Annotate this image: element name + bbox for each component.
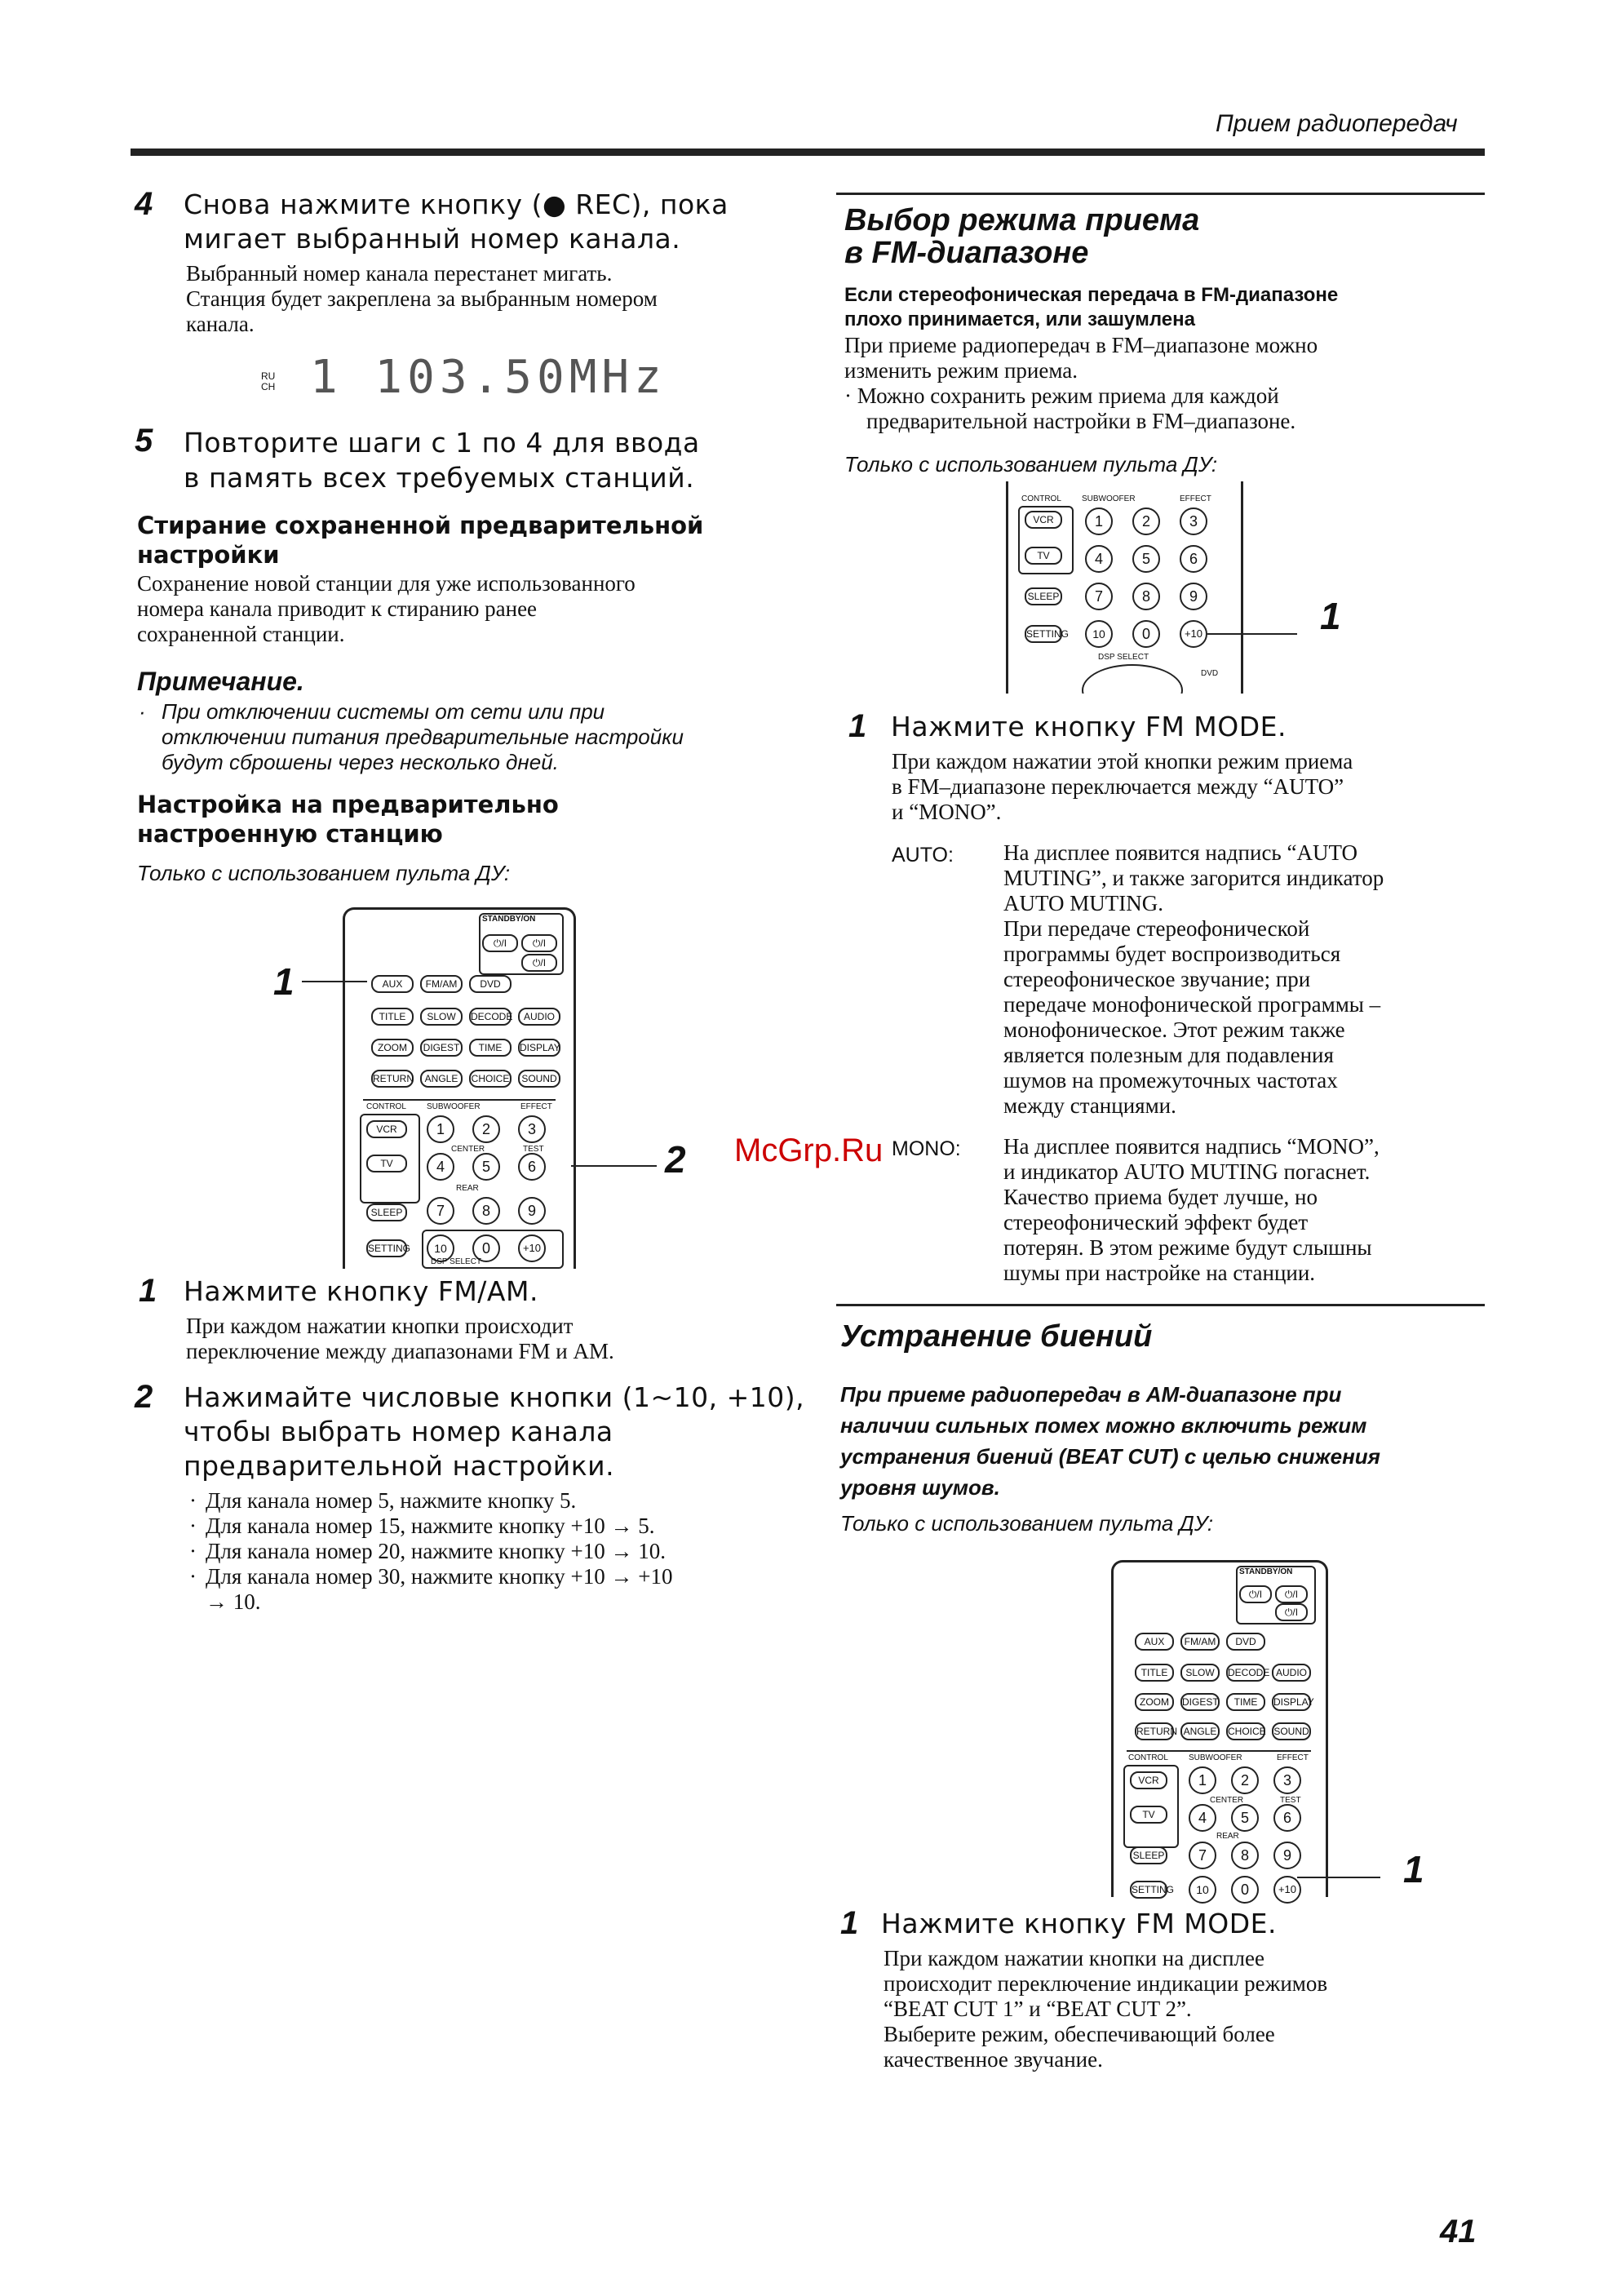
beat-callout-line xyxy=(1297,1877,1380,1878)
fm-remote-effect-label: EFFECT xyxy=(1180,494,1211,503)
fm-remote-dial[interactable] xyxy=(1082,664,1183,694)
step-1-number: 1 xyxy=(139,1273,157,1309)
remote-angle-button[interactable]: ANGLE xyxy=(420,1070,463,1088)
remote-num-2-button[interactable]: 2 xyxy=(472,1115,500,1143)
beat-step-1-body-4: Выберите режим, обеспечивающий более xyxy=(884,2022,1275,2046)
fm-remote-callout-1: 1 xyxy=(1320,595,1341,637)
remote-num-1-button[interactable]: 1 xyxy=(427,1115,454,1143)
beat-section-rule xyxy=(836,1304,1485,1306)
beat-remote-angle-button[interactable]: ANGLE xyxy=(1180,1722,1220,1740)
remote-subwoofer-label: SUBWOOFER xyxy=(427,1102,481,1111)
beat-remote-num-6[interactable]: 6 xyxy=(1273,1804,1301,1832)
beat-remote-num-4[interactable]: 4 xyxy=(1189,1804,1216,1832)
remote-title-button[interactable]: TITLE xyxy=(371,1008,414,1026)
remote-choice-button[interactable]: CHOICE xyxy=(469,1070,512,1088)
beat-remote-test-label: TEST xyxy=(1280,1796,1301,1805)
remote-plus10-button[interactable]: +10 xyxy=(518,1234,546,1262)
fm-title-2: в FM-диапазоне xyxy=(844,236,1089,270)
fm-remote-subwoofer-label: SUBWOOFER xyxy=(1082,494,1136,503)
beat-remote-control-label: CONTROL xyxy=(1128,1753,1168,1762)
tune-heading-2: настроенную станцию xyxy=(137,820,443,848)
remote-num-10-button[interactable]: 10 xyxy=(427,1234,454,1262)
auto-line-2: MUTING”, и также загорится индикатор xyxy=(1003,866,1384,890)
auto-line-10: шумов на промежуточных частотах xyxy=(1003,1068,1338,1093)
fm-remote-dsp-label: DSP SELECT xyxy=(1098,653,1149,662)
remote-divider xyxy=(363,1099,556,1101)
page-number: 41 xyxy=(1440,2214,1477,2249)
step-2-bullet-4-cont: → 10. xyxy=(206,1589,261,1614)
beat-remote-fm-mode-button[interactable]: 0 xyxy=(1231,1876,1259,1904)
page-header-title: Прием радиопередач xyxy=(1216,110,1458,137)
remote-illustration-fm xyxy=(1006,481,1243,694)
fm-remote-plus10[interactable]: +10 xyxy=(1180,620,1207,648)
remote-num-0-button[interactable]: 0 xyxy=(472,1234,500,1262)
remote-tv-power-button[interactable]: ⏻/I xyxy=(482,934,518,952)
step-4-body-2: Станция будет закреплена за выбранным номером xyxy=(186,286,658,311)
remote-aux-button[interactable]: AUX xyxy=(371,975,414,993)
erase-body-3: сохраненной станции. xyxy=(137,622,345,646)
fm-title-1: Выбор режима приема xyxy=(844,203,1200,237)
remote-zoom-button[interactable]: ZOOM xyxy=(371,1039,414,1057)
erase-heading-2: настройки xyxy=(137,541,280,569)
beat-intro-3: устранения биений (BEAT CUT) с целью снижения xyxy=(840,1444,1380,1469)
remote-num-3-button[interactable]: 3 xyxy=(518,1115,546,1143)
fm-remote-num-10[interactable]: 10 xyxy=(1085,620,1113,648)
auto-line-5: программы будет воспроизводиться xyxy=(1003,942,1341,966)
fm-remote-control-label: CONTROL xyxy=(1021,494,1061,503)
beat-remote-num-2[interactable]: 2 xyxy=(1231,1766,1259,1794)
step-4-title-2: мигает выбранный номер канала. xyxy=(184,223,681,255)
step-5-number: 5 xyxy=(135,423,153,459)
beat-remote-rear-label: REAR xyxy=(1216,1832,1239,1841)
fm-remote-num-7[interactable]: 7 xyxy=(1085,583,1113,610)
beat-step-1-body-2: происходит переключение индикации режимов xyxy=(884,1971,1328,1996)
beat-remote-display-button[interactable]: DISPLAY xyxy=(1272,1693,1311,1711)
step-2-bullet-mark-2: · xyxy=(189,1514,197,1538)
erase-body-1: Сохранение новой станции для уже использованного xyxy=(137,571,636,596)
beat-step-1-body-5: качественное звучание. xyxy=(884,2047,1103,2072)
beat-remote-plus10[interactable]: +10 xyxy=(1273,1876,1301,1904)
fm-subtitle-1: Если стереофоническая передача в FM-диапазоне xyxy=(844,284,1339,306)
remote-decode-button[interactable]: DECODE xyxy=(469,1008,512,1026)
beat-remote-tv-power[interactable]: ⏻/I xyxy=(1239,1585,1272,1603)
beat-remote-divider xyxy=(1127,1750,1311,1752)
remote-dsp-label: DSP SELECT xyxy=(431,1257,482,1266)
step-2-title-2: чтобы выбрать номер канала xyxy=(184,1416,613,1447)
beat-remote-subwoofer-label: SUBWOOFER xyxy=(1189,1753,1242,1762)
fm-remote-num-1[interactable]: 1 xyxy=(1085,508,1113,535)
header-rule xyxy=(131,148,1485,156)
fm-step-1-body-2: в FM–диапазоне переключается между “AUTO” xyxy=(892,774,1344,799)
auto-line-7: передаче монофонической программы – xyxy=(1003,992,1381,1017)
fm-section-rule xyxy=(836,193,1485,195)
fm-subtitle-2: плохо принимается, или зашумлена xyxy=(844,308,1195,330)
step-2-bullet-mark-4: · xyxy=(189,1564,197,1589)
beat-remote-time-button[interactable]: TIME xyxy=(1226,1693,1265,1711)
beat-remote-callout-1: 1 xyxy=(1403,1848,1424,1890)
remote-standby-label: STANDBY/ON xyxy=(482,915,536,924)
left-remote-callout-2: 2 xyxy=(665,1138,686,1181)
beat-remote-standby-label: STANDBY/ON xyxy=(1239,1567,1293,1576)
remote-sound-button[interactable]: SOUND xyxy=(518,1070,560,1088)
note-title: Примечание. xyxy=(137,667,304,696)
note-line-3: будут сброшены через несколько дней. xyxy=(162,750,559,774)
beat-remote-return-button[interactable]: RETURN xyxy=(1135,1722,1174,1740)
mono-line-1: На дисплее появится надпись “MONO”, xyxy=(1003,1134,1380,1159)
remote-rear-label: REAR xyxy=(456,1184,479,1193)
fm-step-1-number: 1 xyxy=(848,708,867,744)
fm-remote-num-4[interactable]: 4 xyxy=(1085,545,1113,573)
beat-remote-effect-label: EFFECT xyxy=(1277,1753,1309,1762)
auto-line-8: монофоническое. Этот режим также xyxy=(1003,1017,1345,1042)
fm-step-1-body-1: При каждом нажатии этой кнопки режим приема xyxy=(892,749,1353,773)
step-2-bullet-mark-3: · xyxy=(189,1539,197,1563)
erase-body-2: номера канала приводит к стиранию ранее xyxy=(137,596,538,621)
remote-num-4-button[interactable]: 4 xyxy=(427,1153,454,1181)
mono-line-3: Качество приема будет лучше, но xyxy=(1003,1185,1318,1209)
remote-display-button[interactable]: DISPLAY xyxy=(518,1039,560,1057)
beat-remote-sleep-button[interactable]: SLEEP xyxy=(1130,1846,1167,1864)
remote-fmam-button[interactable]: FM/AM xyxy=(420,975,463,993)
step-2-bullet-2: Для канала номер 15, нажмите кнопку +10 → 5. xyxy=(206,1514,655,1538)
remote-side-tv-button[interactable]: TV xyxy=(366,1155,407,1172)
step-1-title: Нажмите кнопку FM/AM. xyxy=(184,1275,538,1307)
remote-illustration-beat xyxy=(1111,1560,1328,1897)
remote-time-button[interactable]: TIME xyxy=(469,1039,512,1057)
beat-intro-2: наличии сильных помех можно включить режим xyxy=(840,1413,1367,1438)
fm-remote-num-3[interactable]: 3 xyxy=(1180,508,1207,535)
beat-remote-sound-button[interactable]: SOUND xyxy=(1272,1722,1311,1740)
remote-num-5-button[interactable]: 5 xyxy=(472,1153,500,1181)
fm-step-1-title: Нажмите кнопку FM MODE. xyxy=(891,711,1287,742)
fm-remote-fm-mode-button[interactable]: 0 xyxy=(1132,620,1160,648)
beat-remote-decode-button[interactable]: DECODE xyxy=(1226,1664,1265,1682)
erase-heading-1: Стирание сохраненной предварительной xyxy=(137,512,704,539)
auto-line-3: AUTO MUTING. xyxy=(1003,891,1163,915)
remote-dvd-button[interactable]: DVD xyxy=(469,975,512,993)
step-4-body-1: Выбранный номер канала перестанет мигать. xyxy=(186,261,613,286)
beat-remote-num-3[interactable]: 3 xyxy=(1273,1766,1301,1794)
auto-line-4: При передаче стереофонической xyxy=(1003,916,1310,941)
fm-bullet-1: · Можно сохранить режим приема для каждой xyxy=(844,383,1279,408)
mono-line-4: стереофонический эффект будет xyxy=(1003,1210,1309,1234)
lcd-channel-indicator: RU CH xyxy=(261,370,276,392)
step-2-bullet-mark-1: · xyxy=(189,1488,197,1513)
auto-line-9: является полезным для подавления xyxy=(1003,1043,1334,1067)
fm-step-1-body-3: и “MONO”. xyxy=(892,800,1002,824)
beat-step-1-title: Нажмите кнопку FM MODE. xyxy=(881,1908,1277,1939)
beat-remote-vcr-power[interactable]: ⏻/I xyxy=(1275,1603,1308,1621)
remote-num-7-button[interactable]: 7 xyxy=(427,1197,454,1225)
step-2-title-3: предварительной настройки. xyxy=(184,1450,615,1482)
beat-remote-side-tv[interactable]: TV xyxy=(1130,1806,1167,1824)
remote-digest-button[interactable]: DIGEST xyxy=(420,1039,463,1057)
note-bullet: · xyxy=(139,699,146,724)
step-1-body-1: При каждом нажатии кнопки происходит xyxy=(186,1314,574,1338)
step-2-bullet-3: Для канала номер 20, нажмите кнопку +10 → 10. xyxy=(206,1539,667,1563)
auto-line-1: На дисплее появится надпись “AUTO xyxy=(1003,840,1357,865)
watermark: McGrp.Ru xyxy=(734,1132,884,1168)
remote-return-button[interactable]: RETURN xyxy=(371,1070,414,1088)
beat-intro-1: При приеме радиопередач в AM-диапазоне при xyxy=(840,1382,1342,1407)
step-4-number: 4 xyxy=(135,186,153,222)
beat-title: Устранение биений xyxy=(840,1319,1153,1354)
remote-num-9-button[interactable]: 9 xyxy=(518,1197,546,1225)
beat-remote-aux-button[interactable]: AUX xyxy=(1135,1633,1174,1651)
beat-remote-side-vcr[interactable]: VCR xyxy=(1130,1771,1167,1789)
auto-line-6: стереофоническое звучание; при xyxy=(1003,967,1311,991)
beat-remote-choice-button[interactable]: CHOICE xyxy=(1226,1722,1265,1740)
remote-illustration-left xyxy=(343,907,576,1269)
step-5-title-1: Повторите шаги с 1 по 4 для ввода xyxy=(184,427,700,459)
callout-line-2 xyxy=(571,1165,657,1167)
remote-center-label: CENTER xyxy=(451,1145,485,1154)
beat-remote-num-8[interactable]: 8 xyxy=(1231,1842,1259,1869)
fm-remote-only: Только с использованием пульта ДУ: xyxy=(844,452,1218,476)
step-5-title-2: в память всех требуемых станций. xyxy=(184,462,695,494)
remote-setting-button[interactable]: SETTING xyxy=(366,1239,407,1257)
note-line-1: При отключении системы от сети или при xyxy=(162,699,605,724)
beat-remote-dvd-button[interactable]: DVD xyxy=(1226,1633,1265,1651)
fm-remote-vcr-button[interactable]: VCR xyxy=(1025,511,1062,529)
beat-remote-title-button[interactable]: TITLE xyxy=(1135,1664,1174,1682)
auto-label: AUTO: xyxy=(892,844,954,867)
remote-audio-button[interactable]: AUDIO xyxy=(518,1008,560,1026)
beat-remote-audio-button[interactable]: AUDIO xyxy=(1272,1664,1311,1682)
fm-callout-line xyxy=(1207,633,1297,635)
step-4-body-3: канала. xyxy=(186,312,255,336)
remote-num-8-button[interactable]: 8 xyxy=(472,1197,500,1225)
note-line-2: отключении питания предварительные настройки xyxy=(162,725,684,749)
beat-remote-audio-power[interactable]: ⏻/I xyxy=(1275,1585,1308,1603)
fm-body-1: При приеме радиопередач в FM–диапазоне можно xyxy=(844,333,1318,357)
fm-body-2: изменить режим приема. xyxy=(844,358,1078,383)
mono-line-5: потерян. В этом режиме будут слышны xyxy=(1003,1235,1372,1260)
beat-remote-slow-button[interactable]: SLOW xyxy=(1180,1664,1220,1682)
step-2-bullet-4: Для канала номер 30, нажмите кнопку +10 → +10 xyxy=(206,1564,673,1589)
beat-remote-num-10[interactable]: 10 xyxy=(1189,1876,1216,1904)
fm-remote-num-8[interactable]: 8 xyxy=(1132,583,1160,610)
mono-line-2: и индикатор AUTO MUTING погаснет. xyxy=(1003,1159,1371,1184)
beat-remote-center-label: CENTER xyxy=(1210,1796,1244,1805)
remote-vcr-power-button[interactable]: ⏻/I xyxy=(521,954,557,972)
remote-test-label: TEST xyxy=(523,1145,544,1154)
beat-remote-num-1[interactable]: 1 xyxy=(1189,1766,1216,1794)
remote-num-6-button[interactable]: 6 xyxy=(518,1153,546,1181)
fm-remote-num-5[interactable]: 5 xyxy=(1132,545,1160,573)
fm-remote-num-6[interactable]: 6 xyxy=(1180,545,1207,573)
mono-line-6: шумы при настройке на станции. xyxy=(1003,1261,1316,1285)
tune-remote-only: Только с использованием пульта ДУ: xyxy=(137,861,511,885)
step-2-number: 2 xyxy=(135,1379,153,1415)
beat-remote-digest-button[interactable]: DIGEST xyxy=(1180,1693,1220,1711)
mono-label: MONO: xyxy=(892,1137,961,1160)
step-1-body-2: переключение между диапазонами FM и AM. xyxy=(186,1339,614,1363)
beat-remote-only: Только с использованием пульта ДУ: xyxy=(840,1511,1214,1536)
fm-remote-num-2[interactable]: 2 xyxy=(1132,508,1160,535)
beat-step-1-number: 1 xyxy=(840,1905,859,1941)
beat-remote-num-9[interactable]: 9 xyxy=(1273,1842,1301,1869)
beat-remote-num-7[interactable]: 7 xyxy=(1189,1842,1216,1869)
beat-remote-setting-button[interactable]: SETTING xyxy=(1130,1881,1167,1899)
fm-bullet-2: предварительной настройки в FM–диапазоне. xyxy=(866,409,1296,433)
left-remote-callout-1: 1 xyxy=(273,960,295,1003)
beat-intro-4: уровня шумов. xyxy=(840,1475,1000,1500)
remote-slow-button[interactable]: SLOW xyxy=(420,1008,463,1026)
beat-step-1-body-1: При каждом нажатии кнопки на дисплее xyxy=(884,1946,1265,1970)
auto-line-11: между станциями. xyxy=(1003,1093,1176,1118)
fm-remote-setting-button[interactable]: SETTING xyxy=(1025,625,1062,643)
beat-step-1-body-3: “BEAT CUT 1” и “BEAT CUT 2”. xyxy=(884,1997,1192,2021)
beat-remote-zoom-button[interactable]: ZOOM xyxy=(1135,1693,1174,1711)
beat-remote-fmam-button[interactable]: FM/AM xyxy=(1180,1633,1220,1651)
step-2-title-1: Нажимайте числовые кнопки (1~10, +10), xyxy=(184,1381,805,1413)
step-2-bullet-1: Для канала номер 5, нажмите кнопку 5. xyxy=(206,1488,577,1513)
callout-line-1 xyxy=(302,981,367,982)
remote-sleep-button[interactable]: SLEEP xyxy=(366,1203,407,1221)
beat-remote-num-5[interactable]: 5 xyxy=(1231,1804,1259,1832)
remote-side-vcr-button[interactable]: VCR xyxy=(366,1120,407,1138)
remote-audio-power-button[interactable]: ⏻/I xyxy=(521,934,557,952)
fm-remote-num-9[interactable]: 9 xyxy=(1180,583,1207,610)
remote-control-label: CONTROL xyxy=(366,1102,406,1111)
step-4-title-1: Снова нажмите кнопку (● REC), пока xyxy=(184,188,729,220)
tune-heading-1: Настройка на предварительно xyxy=(137,791,559,818)
fm-remote-dvd-label: DVD xyxy=(1201,669,1219,678)
lcd-frequency-display: 1 103.50MHz xyxy=(310,351,667,404)
fm-remote-tv-button[interactable]: TV xyxy=(1025,547,1062,565)
fm-remote-sleep-button[interactable]: SLEEP xyxy=(1025,587,1062,605)
remote-effect-label: EFFECT xyxy=(520,1102,552,1111)
